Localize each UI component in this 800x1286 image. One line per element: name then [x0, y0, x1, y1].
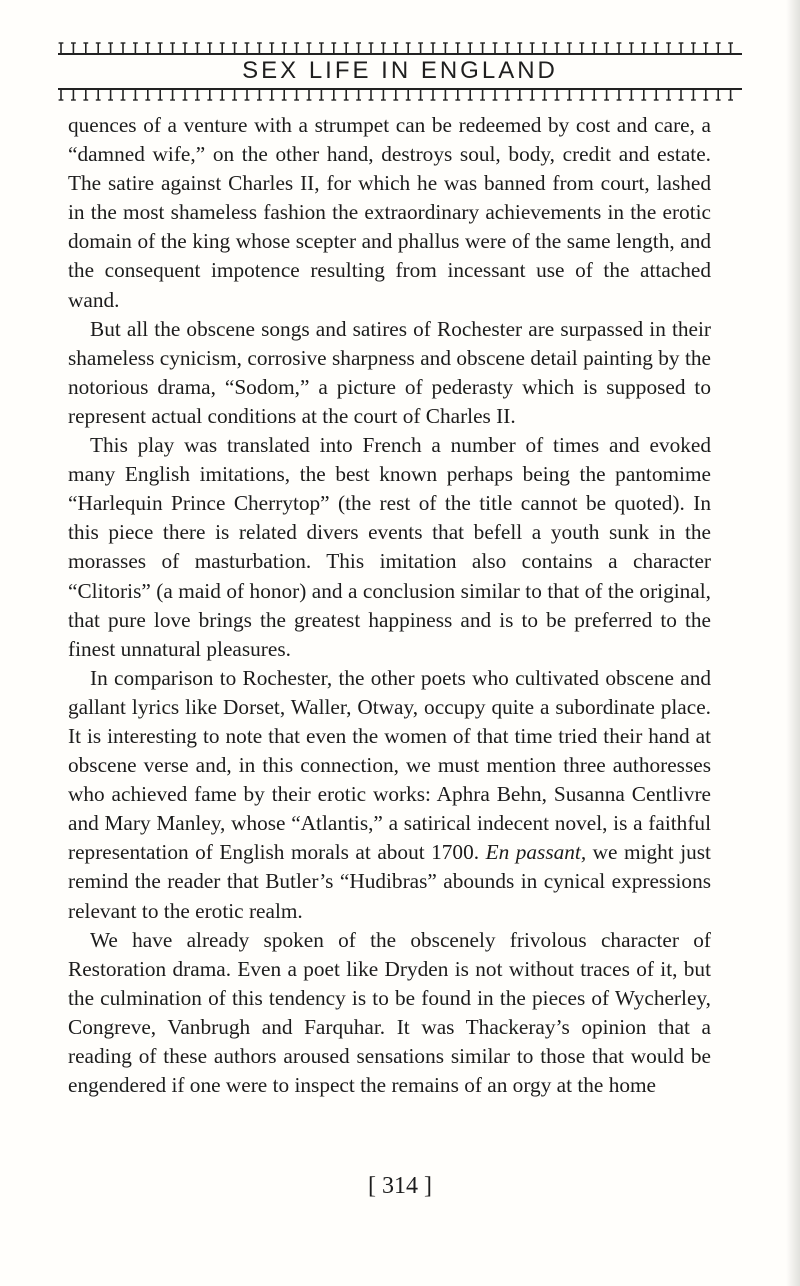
paragraph-4-main: In comparison to Rochester, the other poets who cultivated obscene and gallant lyrics like Dorset, Waller, Otway, occupy quite a subordinate place. It is interesting to note that even the women of that time tried their hand at obscene verse and, in this connection, we must mention three authoresses who achieved fame by their erotic works: Aphra Behn, Susanna Centlivre and Mary Manley, whose “Atlantis,” a satirical indecent novel, is a faithful representation of English morals at about 1700.	[68, 665, 711, 865]
page-edge-shadow	[786, 0, 800, 1286]
header-rule-ornament-bottom	[58, 87, 742, 103]
paragraph-1: quences of a venture with a strumpet can be redeemed by cost and care, a “damned wife,” on the other hand, destroys soul, body, credit and estate. The satire against Charles II, for which he was banned from court, lashed in the most shameless fashion the extraordinary achievements in the erotic domain of the king whose scepter and phallus were of the same length, and the consequent impotence resulting from incessant use of the attached wand.	[68, 113, 711, 312]
italic-phrase: En passant,	[485, 840, 587, 865]
header-rule-ornament-top	[58, 40, 742, 56]
body-text	[68, 111, 711, 1100]
paragraph-2: But all the obscene songs and satires of Rochester are surpassed in their shameless cynicism, corrosive sharpness and obscene detail painting by the notorious drama, “Sodom,” a picture of pederasty which is supposed to represent actual conditions at the court of Charles II.	[68, 316, 711, 428]
paragraph-5: We have already spoken of the obscenely frivolous character of Restoration drama. Even a poet like Dryden is not without traces of it, but the culmination of this tendency is to be found in the pieces of Wycherley, Congreve, Vanbrugh and Farquhar. It was Thackeray’s opinion that a reading of these authors aroused sensations similar to those that would be engendered if one were to inspect the remains of an orgy at the home	[68, 927, 711, 1098]
running-head: SEX LIFE IN ENGLAND	[242, 57, 558, 84]
paragraph-4	[68, 664, 711, 926]
paragraph-3: This play was translated into French a number of times and evoked many English imitations, the best known perhaps being the pantomime “Harlequin Prince Cherrytop” (the rest of the title cannot be quoted). In this piece there is related divers events that befell a youth sunk in the morasses of masturbation. This imitation also contains a character “Clitoris” (a maid of honor) and a conclusion similar to that of the original, that pure love brings the greatest happiness and is to be preferred to the finest unnatural pleasures.	[68, 433, 711, 661]
page-number: [ 314 ]	[368, 1173, 432, 1199]
paragraph-4-tail: we might just remind the reader that Butler’s “Hudibras” abounds in cynical expressions relevant to the erotic realm.	[68, 840, 711, 923]
